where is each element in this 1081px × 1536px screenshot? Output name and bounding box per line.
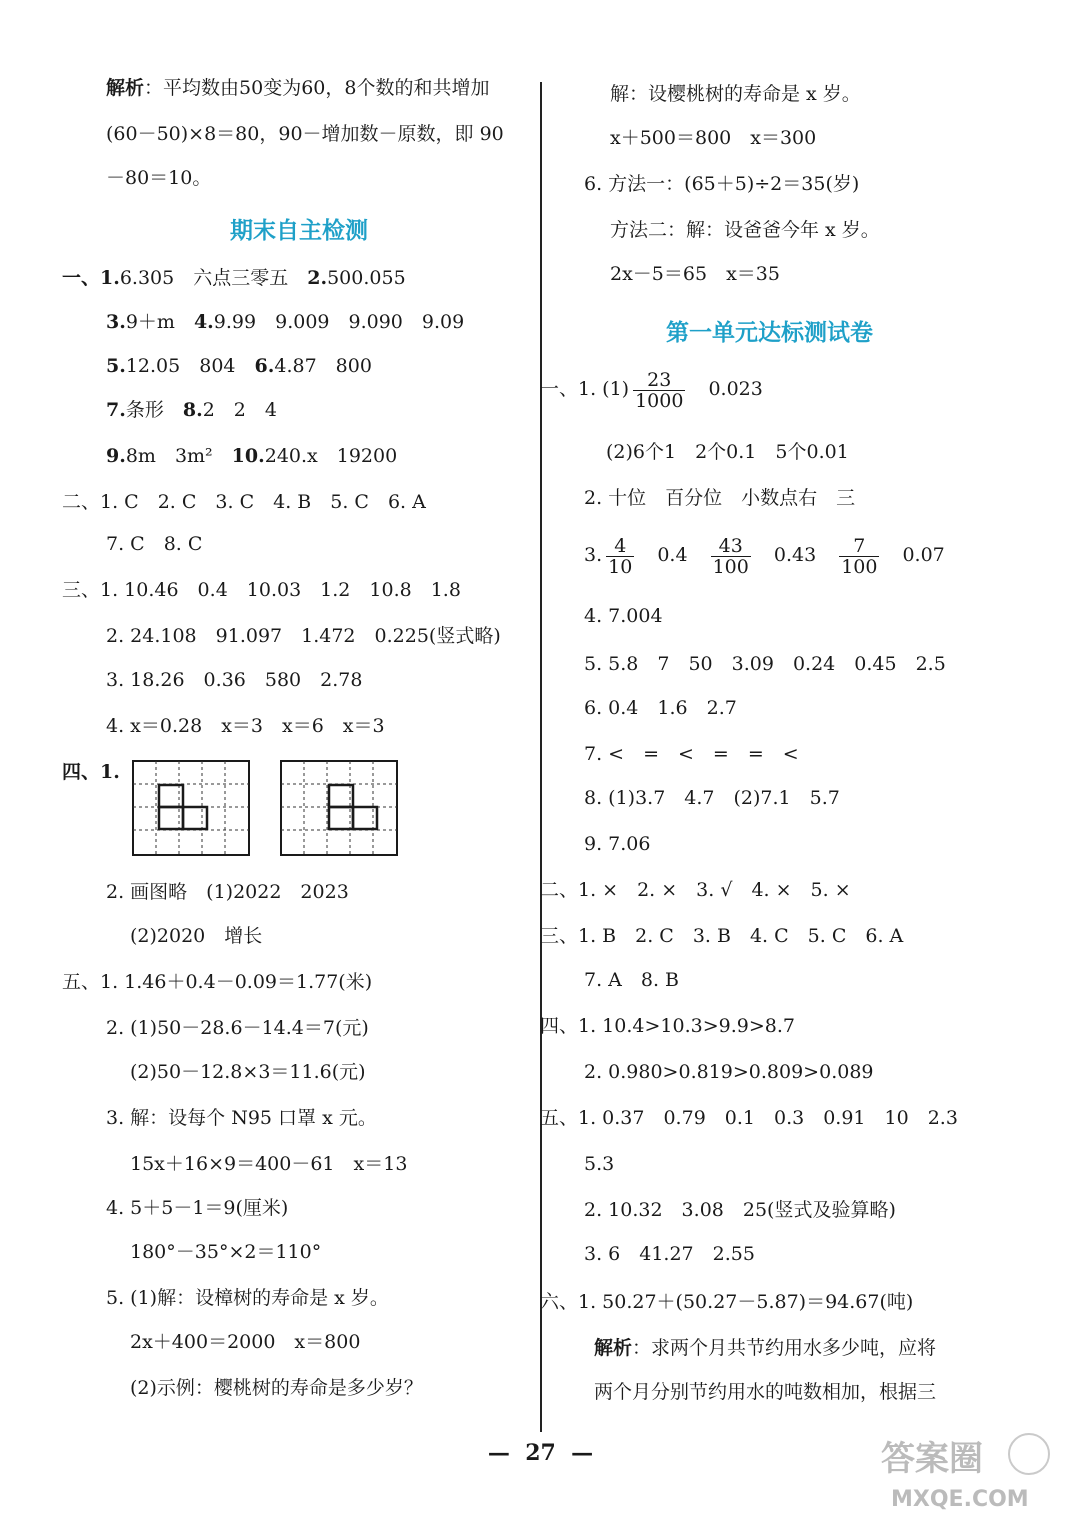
r-s6-line-3: 两个月分别节约用水的吨数相加，根据三 — [594, 1381, 937, 1403]
intro-line-3: －80＝10。 — [106, 167, 212, 189]
s3-line-4: 4. x＝0.28 x＝3 x＝6 x＝3 — [106, 715, 385, 737]
r-s5-line-1: 五、1. 0.37 0.79 0.1 0.3 0.91 10 2.3 — [540, 1107, 958, 1129]
fraction-43-100: $\frac{43}{100}$ — [712, 534, 749, 578]
s2-line-1: 二、1. C 2. C 3. C 4. B 5. C 6. A — [62, 491, 426, 513]
r-s3-line-1: 三、1. B 2. C 3. B 4. C 5. C 6. A — [540, 925, 904, 947]
fraction-4-10: $\frac{4}{10}$ — [608, 534, 633, 578]
r-s5-line-4: 3. 6 41.27 2.55 — [584, 1243, 755, 1265]
r-s1-line-4: 3. $\frac{4}{10}$ 0.4 $\frac{43}{100}$ 0.43 $\frac{7}{100}$ 0.07 — [584, 534, 945, 578]
s1-line-4: 7.条形 8.2 2 4 — [106, 399, 277, 421]
s1-line-1: 一、1.6.305 六点三零五 2.500.055 — [62, 267, 406, 289]
fraction-23-1000: $\frac{23}{1000}$ — [635, 368, 684, 412]
s5-line-10: (2)示例：樱桃树的寿命是多少岁？ — [130, 1377, 423, 1399]
s1-line-2: 3.9＋m 4.9.99 9.009 9.090 9.09 — [106, 311, 465, 333]
r-s1-line-2: (2)6个1 2个0.1 5个0.01 — [606, 441, 849, 463]
s5-line-6: 4. 5＋5－1＝9(厘米) — [106, 1197, 289, 1219]
s1-line-3: 5.12.05 804 6.4.87 800 — [106, 355, 372, 377]
intro-line-2: (60－50)×8＝80，90－增加数－原数，即 90 — [106, 123, 504, 145]
r-s6-line-1: 六、1. 50.27＋(50.27－5.87)＝94.67(吨) — [540, 1291, 914, 1313]
analysis-label: 解析 — [106, 77, 145, 99]
r-top-line-4: 方法二：解：设爸爸今年 x 岁。 — [610, 219, 880, 241]
fraction-7-100: $\frac{7}{100}$ — [841, 534, 878, 578]
s2-line-2: 7. C 8. C — [106, 533, 203, 555]
s5-line-2: 2. (1)50－28.6－14.4＝7(元) — [106, 1017, 369, 1039]
r-top-line-2: x＋500＝800 x＝300 — [610, 127, 817, 149]
s5-line-5: 15x＋16×9＝400－61 x＝13 — [130, 1153, 408, 1175]
s3-line-3: 3. 18.26 0.36 580 2.78 — [106, 669, 363, 691]
r-top-line-1: 解：设樱桃树的寿命是 x 岁。 — [610, 83, 861, 105]
s5-line-1: 五、1. 1.46＋0.4－0.09＝1.77(米) — [62, 971, 373, 993]
column-divider — [540, 82, 542, 1432]
r-s5-line-2: 5.3 — [584, 1153, 615, 1175]
s5-line-8: 5. (1)解：设樟树的寿命是 x 岁。 — [106, 1287, 389, 1309]
r-s4-line-2: 2. 0.980>0.819>0.809>0.089 — [584, 1061, 874, 1083]
r-s1-line-6: 5. 5.8 7 50 3.09 0.24 0.45 2.5 — [584, 653, 946, 675]
page-number: — 27 — — [487, 1440, 594, 1466]
s5-line-3: (2)50－12.8×3＝11.6(元) — [130, 1061, 366, 1083]
r-s1-line-1: 一、1. (1) $\frac{23}{1000}$ 0.023 — [540, 368, 763, 412]
grid-figure-2 — [280, 760, 398, 856]
r-s5-line-3: 2. 10.32 3.08 25(竖式及验算略) — [584, 1199, 896, 1221]
r-s2-line: 二、1. × 2. × 3. √ 4. × 5. × — [540, 879, 851, 901]
watermark-bottom-text: MXQE.COM — [891, 1487, 1029, 1512]
s3-line-1: 三、1. 10.46 0.4 10.03 1.2 10.8 1.8 — [62, 579, 461, 601]
r-s1-line-10: 9. 7.06 — [584, 833, 651, 855]
r-top-line-3: 6. 方法一：(65＋5)÷2＝35(岁) — [584, 173, 860, 195]
r-s1-line-5: 4. 7.004 — [584, 605, 663, 627]
s5-line-9: 2x＋400＝2000 x＝800 — [130, 1331, 361, 1353]
watermark-top-text: 答案圈 — [881, 1439, 983, 1479]
intro-line-1: 解析：平均数由50变为60，8个数的和共增加 — [106, 77, 490, 99]
r-s4-line-1: 四、1. 10.4>10.3>9.9>8.7 — [540, 1015, 795, 1037]
r-s1-line-8: 7. < = < = = < — [584, 743, 799, 765]
s5-line-4: 3. 解：设每个 N95 口罩 x 元。 — [106, 1107, 377, 1129]
analysis-label: 解析 — [594, 1337, 633, 1359]
r-s1-line-9: 8. (1)3.7 4.7 (2)7.1 5.7 — [584, 787, 840, 809]
r-s3-line-2: 7. A 8. B — [584, 969, 680, 991]
r-top-line-5: 2x－5＝65 x＝35 — [610, 263, 780, 285]
s3-line-2: 2. 24.108 91.097 1.472 0.225(竖式略) — [106, 625, 501, 647]
grid-figure-1 — [132, 760, 250, 856]
r-s1-line-7: 6. 0.4 1.6 2.7 — [584, 697, 737, 719]
section-heading-final-test: 期末自主检测 — [230, 218, 368, 244]
r-s6-line-2: 解析：求两个月共节约用水多少吨，应将 — [594, 1337, 937, 1359]
r-s1-line-3: 2. 十位 百分位 小数点右 三 — [584, 487, 856, 509]
watermark-logo — [871, 1426, 1051, 1516]
section-heading-unit1-test: 第一单元达标测试卷 — [666, 320, 873, 346]
s5-line-7: 180°－35°×2＝110° — [130, 1241, 322, 1263]
s4-label: 四、1. — [62, 761, 120, 783]
s1-line-5: 9.8m 3m² 10.240.x 19200 — [106, 445, 398, 467]
s4-line-2: 2. 画图略 (1)2022 2023 — [106, 881, 349, 903]
s4-line-3: (2)2020 增长 — [130, 925, 263, 947]
